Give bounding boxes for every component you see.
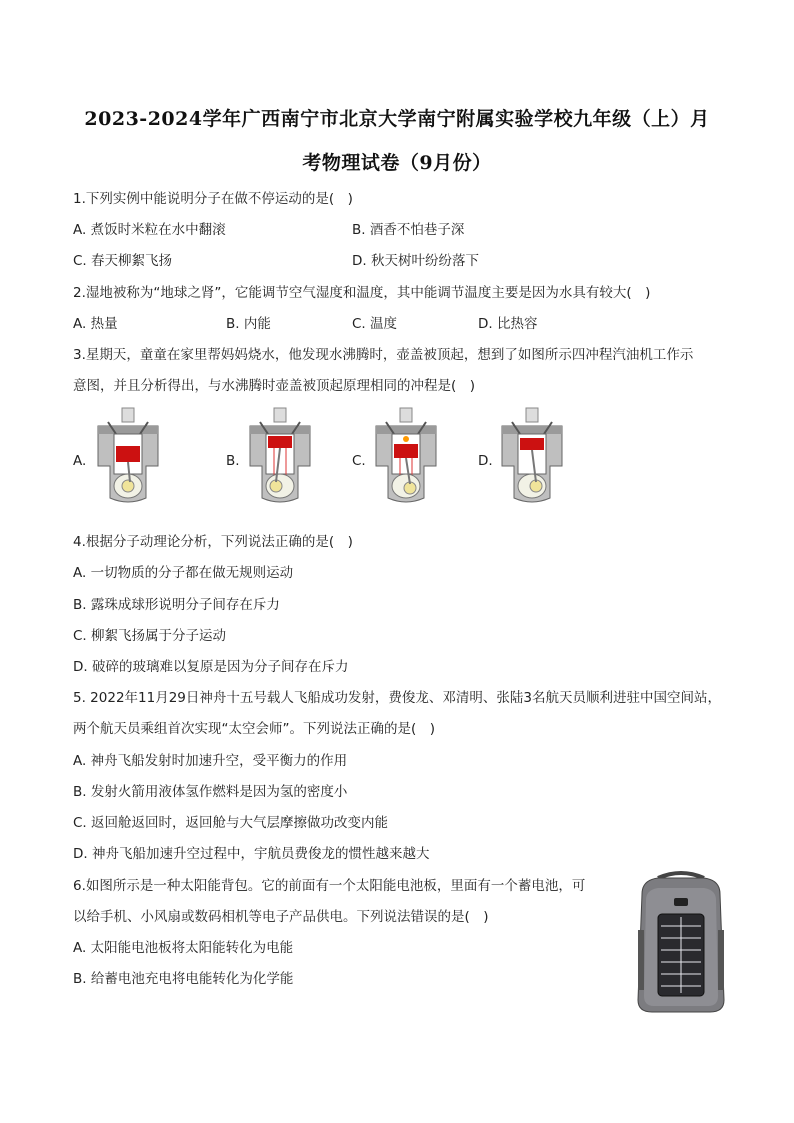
q3-option-a-label: A. bbox=[73, 453, 87, 469]
engine-diagram-c bbox=[366, 406, 446, 506]
q4-option-c: C. 柳絮飞扬属于分子运动 bbox=[73, 628, 227, 644]
solar-backpack-image bbox=[628, 870, 734, 1015]
q4-option-b: B. 露珠成球形说明分子间存在斥力 bbox=[73, 597, 280, 613]
q6-stem-line-1: 6.如图所示是一种太阳能背包。它的前面有一个太阳能电池板，里面有一个蓄电池，可 bbox=[73, 878, 586, 894]
q6-option-a: A. 太阳能电池板将太阳能转化为电能 bbox=[73, 940, 294, 956]
q5-stem-line-2: 两个航天员乘组首次实现“太空会师”。下列说法正确的是( ) bbox=[73, 721, 436, 737]
q2-option-d: D. 比热容 bbox=[478, 316, 538, 332]
q6-stem-line-2: 以给手机、小风扇或数码相机等电子产品供电。下列说法错误的是( ) bbox=[73, 909, 489, 925]
q4-option-a: A. 一切物质的分子都在做无规则运动 bbox=[73, 565, 294, 581]
q4-option-d: D. 破碎的玻璃难以复原是因为分子间存在斥力 bbox=[73, 659, 349, 675]
q1-stem: 1.下列实例中能说明分子在做不停运动的是( ) bbox=[73, 191, 353, 207]
engine-diagram-d bbox=[492, 406, 572, 506]
q1-option-c: C. 春天柳絮飞扬 bbox=[73, 253, 173, 269]
q2-option-b: B. 内能 bbox=[226, 316, 271, 332]
q5-stem-line-1: 5. 2022年11月29日神舟十五号载人飞船成功发射，费俊龙、邓清明、张陆3名航天员顺利进驻中国空间站， bbox=[73, 690, 721, 706]
q1-option-b: B. 酒香不怕巷子深 bbox=[352, 222, 465, 238]
q2-option-c: C. 温度 bbox=[352, 316, 398, 332]
engine-diagram-a bbox=[88, 406, 168, 506]
q5-option-c: C. 返回舱返回时，返回舱与大气层摩擦做功改变内能 bbox=[73, 815, 389, 831]
q3-stem-line-2: 意图，并且分析得出，与水沸腾时壶盖被顶起原理相同的冲程是( ) bbox=[73, 378, 476, 394]
q5-option-a: A. 神舟飞船发射时加速升空，受平衡力的作用 bbox=[73, 753, 348, 769]
q1-option-d: D. 秋天树叶纷纷落下 bbox=[352, 253, 479, 269]
q5-option-d: D. 神舟飞船加速升空过程中，宇航员费俊龙的惯性越来越大 bbox=[73, 846, 430, 862]
engine-diagram-b bbox=[240, 406, 320, 506]
q2-stem: 2.湿地被称为“地球之肾”，它能调节空气湿度和温度，其中能调节温度主要是因为水具有较大( ) bbox=[73, 285, 651, 301]
q1-option-a: A. 煮饭时米粒在水中翻滚 bbox=[73, 222, 226, 238]
page-title-line-2: 考物理试卷（9月份） bbox=[302, 152, 492, 174]
q2-option-a: A. 热量 bbox=[73, 316, 118, 332]
q3-option-c-label: C. bbox=[352, 453, 366, 469]
q4-stem: 4.根据分子动理论分析，下列说法正确的是( ) bbox=[73, 534, 353, 550]
q3-option-d-label: D. bbox=[478, 453, 493, 469]
q3-option-b-label: B. bbox=[226, 453, 240, 469]
q3-stem-line-1: 3.星期天，童童在家里帮妈妈烧水，他发现水沸腾时，壶盖被顶起，想到了如图所示四冲程汽油机工作示 bbox=[73, 347, 694, 363]
q5-option-b: B. 发射火箭用液体氢作燃料是因为氢的密度小 bbox=[73, 784, 348, 800]
q6-option-b: B. 给蓄电池充电将电能转化为化学能 bbox=[73, 971, 294, 987]
page-title-line-1: 2023-2024学年广西南宁市北京大学南宁附属实验学校九年级（上）月 bbox=[84, 108, 710, 130]
